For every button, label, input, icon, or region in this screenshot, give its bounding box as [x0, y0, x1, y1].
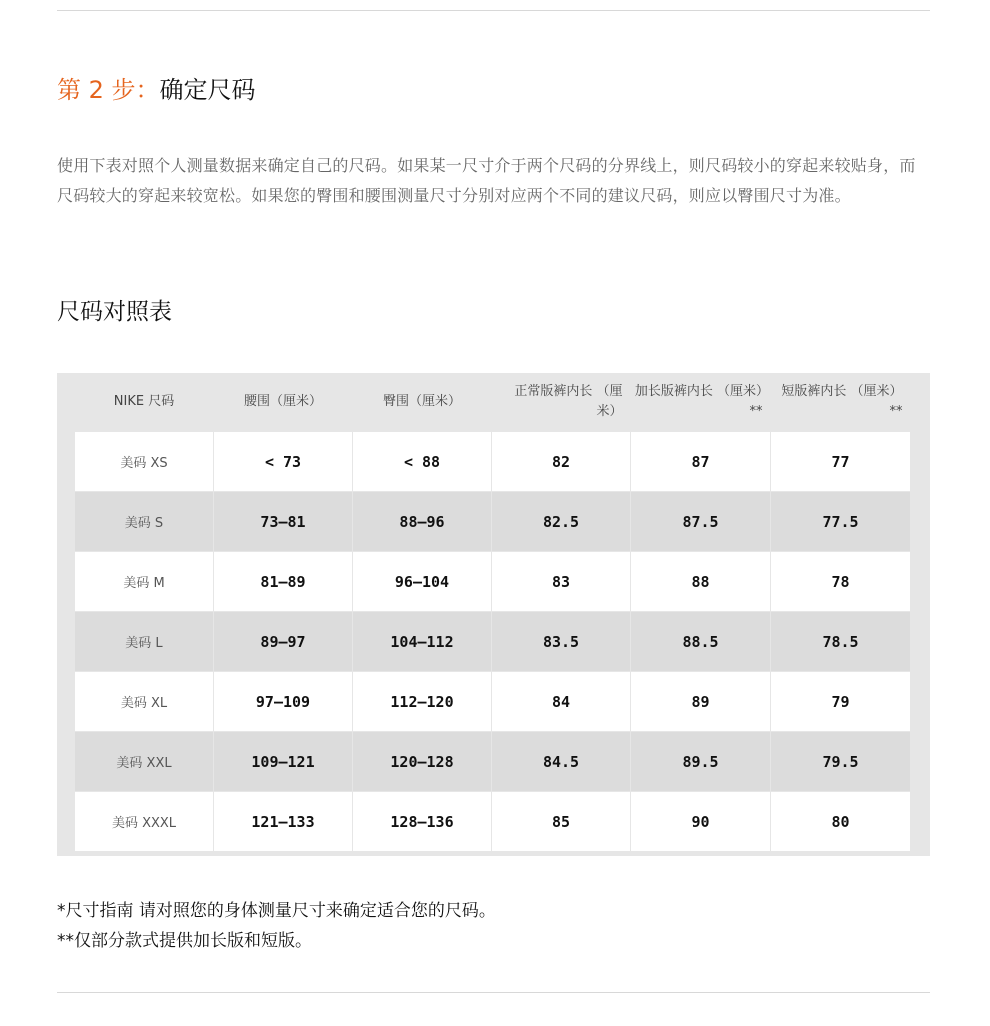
table-cell: 109–121: [214, 732, 353, 792]
table-cell: 73–81: [214, 492, 353, 552]
table-cell: 90: [631, 792, 771, 852]
table-cell: 78.5: [771, 612, 911, 672]
table-cell: 121–133: [214, 792, 353, 852]
header-inseam-long: 加长版裤内长 （厘米）**: [634, 384, 763, 419]
table-row: [75, 612, 911, 672]
table-cell: 79: [771, 672, 911, 732]
table-cell: 78: [771, 552, 911, 612]
step-prefix: 第 2 步：: [57, 76, 160, 104]
size-label-cell: 美码 XS: [75, 432, 214, 492]
table-cell: 88: [631, 552, 771, 612]
footnote-long-short: **仅部分款式提供加长版和短版。: [57, 931, 312, 951]
footnote-size-guide: *尺寸指南 请对照您的身体测量尺寸来确定适合您的尺码。: [57, 901, 496, 921]
table-cell: 80: [771, 792, 911, 852]
table-cell: 83: [492, 552, 631, 612]
header-waist: 腰围（厘米）: [243, 394, 322, 409]
top-divider: [57, 10, 930, 11]
table-cell: 112–120: [353, 672, 492, 732]
size-label-cell: 美码 XL: [75, 672, 214, 732]
table-row: [75, 792, 911, 852]
table-cell: 84: [492, 672, 631, 732]
table-cell: 82.5: [492, 492, 631, 552]
table-cell: 128–136: [353, 792, 492, 852]
size-chart-title: 尺码对照表: [57, 299, 172, 325]
header-nike-size: NIKE 尺码: [113, 394, 175, 409]
table-row: [75, 732, 911, 792]
size-table: [74, 373, 911, 852]
table-cell: 81–89: [214, 552, 353, 612]
header-inseam-short: 短版裤内长 （厘米）**: [781, 384, 903, 419]
table-header-row: [75, 373, 911, 432]
table-cell: 87: [631, 432, 771, 492]
step-heading: [57, 72, 256, 108]
table-row: [75, 492, 911, 552]
table-row: [75, 432, 911, 492]
table-cell: 89: [631, 672, 771, 732]
table-cell: 89.5: [631, 732, 771, 792]
table-cell: 96–104: [353, 552, 492, 612]
table-cell: 97–109: [214, 672, 353, 732]
table-cell: 87.5: [631, 492, 771, 552]
table-cell: 104–112: [353, 612, 492, 672]
table-cell: 77.5: [771, 492, 911, 552]
table-cell: 82: [492, 432, 631, 492]
size-label-cell: 美码 L: [75, 612, 214, 672]
table-cell: 88–96: [353, 492, 492, 552]
table-cell: 88.5: [631, 612, 771, 672]
table-row: [75, 552, 911, 612]
table-cell: 83.5: [492, 612, 631, 672]
header-inseam-regular: 正常版裤内长 （厘米）: [514, 384, 623, 419]
size-label-cell: 美码 XXL: [75, 732, 214, 792]
step-title: 确定尺码: [159, 76, 256, 104]
table-cell: < 73: [214, 432, 353, 492]
table-row: [75, 672, 911, 732]
size-label-cell: 美码 M: [75, 552, 214, 612]
table-cell: < 88: [353, 432, 492, 492]
size-label-cell: 美码 XXXL: [75, 792, 214, 852]
size-label-cell: 美码 S: [75, 492, 214, 552]
table-cell: 84.5: [492, 732, 631, 792]
table-cell: 79.5: [771, 732, 911, 792]
intro-paragraph: 使用下表对照个人测量数据来确定自己的尺码。如果某一尺寸介于两个尺码的分界线上，则尺码较小的穿起来较贴身，而尺码较大的穿起来较宽松。如果您的臀围和腰围测量尺寸分别对应两个不同的建议尺码，则应以臀围尺寸为准。: [57, 156, 916, 205]
table-cell: 85: [492, 792, 631, 852]
table-body: [75, 432, 911, 852]
table-cell: 89–97: [214, 612, 353, 672]
header-hip: 臀围（厘米）: [382, 394, 461, 409]
table-cell: 120–128: [353, 732, 492, 792]
footnotes: [57, 896, 496, 956]
table-cell: 77: [771, 432, 911, 492]
size-chart: [57, 373, 930, 856]
bottom-divider: [57, 992, 930, 993]
